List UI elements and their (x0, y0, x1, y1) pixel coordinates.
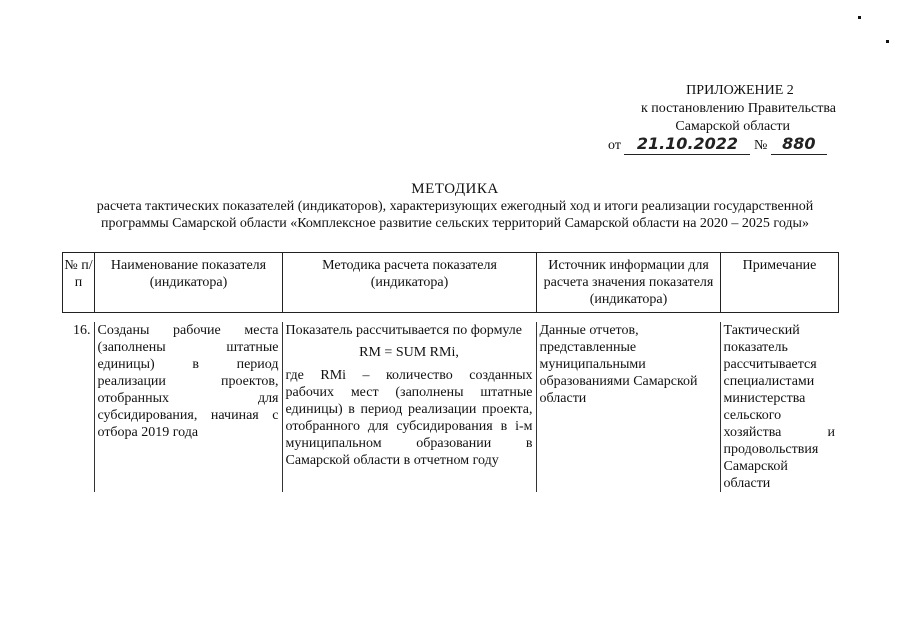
method-intro: Показатель рассчитывается по формуле (285, 323, 523, 338)
header-source: Источник информации для расчета значения показателя (индикатора) (537, 253, 721, 313)
header-method: Методика расчета показателя (индикатора) (283, 253, 537, 313)
document-heading (60, 181, 850, 232)
method-description: где RMi – количество созданных рабочих мест (заполнены штатные единицы) в период реализации проекта, отобранного для субсидирования в i-м муниципальном образовании в Самарской области в отчетном году (285, 368, 533, 468)
handwritten-number: 880 (782, 134, 816, 153)
attachment-block (600, 82, 840, 136)
heading-title: МЕТОДИКА (411, 181, 499, 197)
number-field (771, 134, 827, 155)
date-prefix: от (608, 138, 621, 153)
cell-num: 16. (73, 323, 91, 338)
handwritten-date: 21.10.2022 (636, 134, 739, 153)
scan-speck (886, 40, 889, 43)
header-num: № п/п (63, 253, 95, 313)
date-field (624, 134, 750, 155)
heading-line1: расчета тактических показателей (индикаторов), характеризующих ежегодный ход и итоги реализации государственной (96, 199, 814, 214)
method-formula: RM = SUM RMi, (359, 345, 459, 360)
table-row (62, 322, 838, 492)
heading-line2: программы Самарской области «Комплексное развитие сельских территорий Самарской области на 2020 – 2025 годы» (101, 216, 809, 231)
attachment-title: ПРИЛОЖЕНИЕ 2 (686, 83, 794, 98)
header-note: Примечание (721, 253, 839, 313)
scan-speck (858, 16, 861, 19)
cell-source: Данные отчетов, представленные муниципальными образованиями Самарской области (536, 322, 720, 492)
header-name: Наименование показателя (индикатора) (95, 253, 283, 313)
cell-note: Тактический показатель рассчитывается специалистами министерства сельского хозяйства и продовольствия Самарской области (720, 322, 838, 492)
table-header (62, 252, 839, 313)
table-body (62, 322, 838, 492)
cell-method (282, 322, 536, 492)
attachment-line1: к постановлению Правительства (640, 101, 836, 116)
number-prefix: № (753, 138, 768, 153)
attachment-dateline (608, 134, 827, 155)
attachment-line2: Самарской области (675, 119, 790, 134)
cell-name: Созданы рабочие места (заполнены штатные единицы) в период реализации проектов, отобранных для субсидирования, начиная с отбора 2019 года (94, 322, 282, 492)
header-row (63, 253, 839, 313)
